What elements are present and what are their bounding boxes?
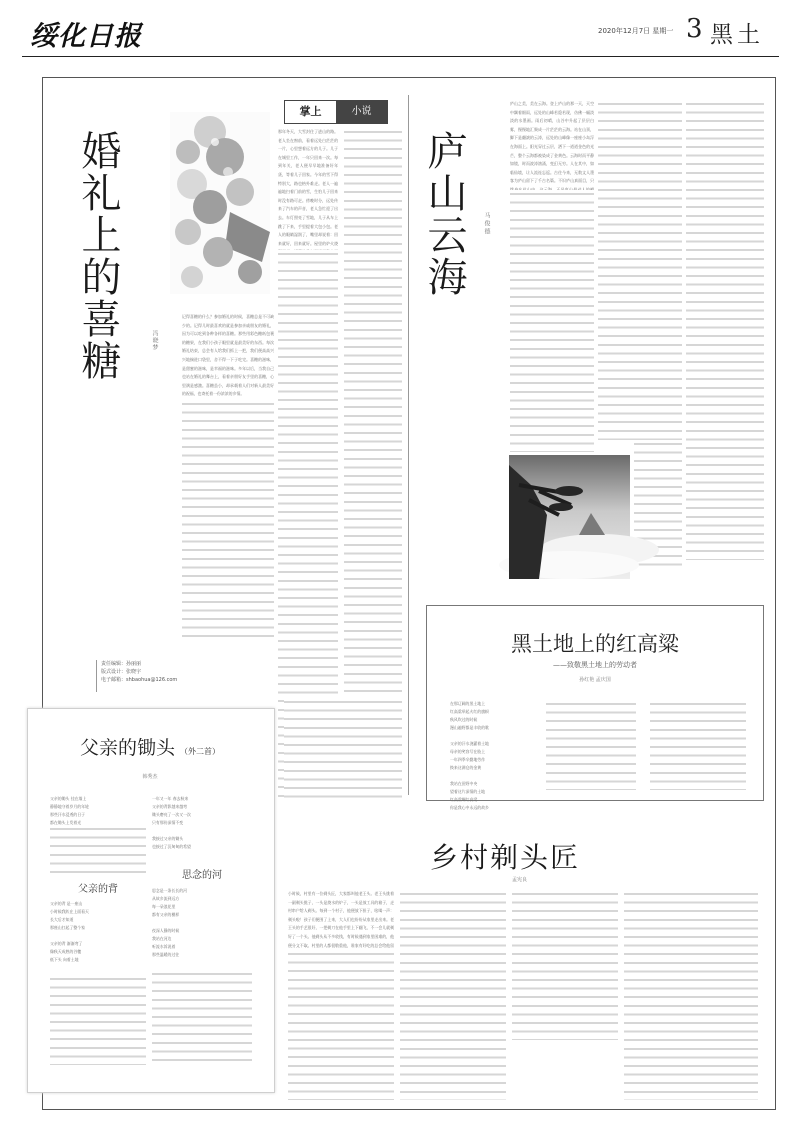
lushan-col-2 bbox=[598, 100, 682, 440]
fathers-hoe-poem-d-cont bbox=[152, 970, 252, 1065]
credit-email: 电子邮箱：shbaohua@126.com bbox=[101, 677, 178, 683]
column-badge bbox=[284, 100, 388, 124]
red-sorghum-poem-col-3 bbox=[650, 700, 746, 790]
sub-poem-title-2: 思念的河 bbox=[182, 870, 222, 881]
column-badge-right: 小说 bbox=[336, 101, 387, 123]
barber-col-1 bbox=[288, 950, 394, 1100]
fathers-hoe-poem-b: 一年又一年 春去秋来 父亲的背影越来越弯 锄头磨亮了一次又一次 只有那份深情不变 我接过父亲的锄头 也接过了沉甸甸的希望 bbox=[152, 796, 191, 849]
section-name: 黑土 bbox=[710, 22, 764, 48]
wedding-article-title: 婚礼上的喜糖 bbox=[75, 130, 121, 382]
fathers-hoe-title-suffix: （外二首） bbox=[180, 747, 221, 756]
red-sorghum-poem-col-2 bbox=[546, 700, 636, 790]
fathers-hoe-title-main: 父亲的锄头 bbox=[79, 737, 175, 759]
credit-layout: 版式设计：张晓宇 bbox=[101, 669, 142, 675]
editor-credits bbox=[96, 660, 261, 692]
column-badge-left: 掌上 bbox=[299, 105, 322, 118]
wedding-article-body: 记得喜糖的什么？参加婚礼的时候，喜糖总是不可缺少的。记得儿时最喜欢的就是参加亲戚朋友的婚礼，因为可以吃到各种各样的喜糖。那些用彩色糖纸包裹的糖果，在我们小孩子眼里就是最美好的东西。每次婚礼结束，总会有人给我们抓上一把，我们便高高兴兴地揣进口袋里，舍不得一下子吃完。喜糖的滋味，是甜蜜的滋味，是幸福的滋味。多年以后，当我自己也站在婚礼的舞台上，看着亲朋好友手里的喜糖，心里满是感激。喜糖虽小，却承载着人们对新人最美好的祝福，也寄托着一份浓浓的乡情。 bbox=[182, 314, 274, 397]
center-story-tail bbox=[284, 698, 402, 798]
lushan-article-title: 庐山云海 bbox=[421, 130, 467, 298]
village-barber-author: 孟宪良 bbox=[512, 877, 528, 883]
red-sorghum-subtitle: ——致敬黑土地上的劳动者 bbox=[553, 661, 637, 669]
wedding-article-author: 冯晓梦 bbox=[151, 330, 158, 351]
credit-editor: 责任编辑：孙丽丽 bbox=[101, 661, 142, 667]
lushan-col-1 bbox=[510, 190, 594, 452]
lushan-cloud-sea-photo bbox=[509, 455, 630, 579]
fathers-hoe-poem-a: 父亲的锄头 挂在墙上 静静地守着岁月的年轮 那些汗水浸透的日子 都在锄头上发着光 bbox=[50, 796, 89, 825]
barber-col-2 bbox=[400, 890, 506, 1100]
barber-col-3 bbox=[512, 890, 618, 1040]
center-divider bbox=[408, 95, 409, 795]
red-sorghum-authors: 孙红艳 孟庆国 bbox=[579, 677, 611, 683]
sub-poem-title-1: 父亲的背 bbox=[78, 884, 118, 895]
page-number: 3 bbox=[686, 14, 703, 44]
red-sorghum-title: 黑土地上的红高粱 bbox=[511, 632, 679, 656]
lushan-col-3 bbox=[686, 100, 764, 560]
wedding-candy-photo bbox=[170, 112, 270, 294]
fathers-hoe-poem-a-cont bbox=[50, 825, 146, 877]
masthead-rule bbox=[22, 56, 779, 57]
village-barber-title: 乡村剃头匠 bbox=[430, 841, 581, 874]
fathers-hoe-poem-d: 思念是一条长长的河 从故乡流到远方 每一朵浪花里 都有父亲的模样 夜深人静的时候 我站在河边 听流水诉说着 那些温暖的过往 bbox=[152, 888, 188, 957]
barber-col-4 bbox=[624, 890, 758, 1100]
lushan-article-body: 庐山之美，美在云海。登上庐山的那一天，天空中飘着细雨，远处的山峰若隐若现，仿佛一幅淡淡的水墨画。雨后初晴，山谷中升起了层层白雾，慢慢地汇聚成一片茫茫的云海。站在山顶，脚下是翻滚的云涛，远处的山峰像一座座小岛浮在海面上。阳光穿过云层，洒下一道道金色的光芒，整个云海都被染成了金黄色。云海时而平静如镜，时而波涛汹涌，变幻无穷。人在其中，如临仙境，让人流连忘返。古往今来，无数文人墨客为庐山留下了千古名篇。不识庐山真面目，只 bbox=[510, 101, 594, 184]
fathers-hoe-poem-c: 父亲的背 是一座山 小时候我趴在上面看天 长大后才知道 那座山扛起了整个家 父亲的背 渐渐弯了 像秋天成熟的谷穗 低下头 向着土地 bbox=[50, 901, 89, 962]
issue-date: 2020年12月7日 星期一 bbox=[598, 27, 674, 35]
fathers-hoe-title bbox=[40, 733, 260, 760]
fathers-hoe-poem-c-cont bbox=[50, 975, 146, 1065]
newspaper-masthead-title: 绥化日报 bbox=[30, 21, 142, 52]
center-story-body: 那年冬天，大雪封住了进山的路。老人坐在窗前，看着远处白茫茫的一片，心里想着远方的儿子。儿子在城里工作，一年只回来一次。每到年关，老人便早早地准备好年货，等着儿子回家。今年的雪下得特别大，路也格外难走。老人一遍遍地扫着门前的雪，生怕儿子回来时没有路可走。傍晚时分，远处传来了汽车的声音，老人急忙迎了出去。车灯照亮了雪地，儿子从车上跳了下来，手里提着大包小包。老人的眼睛湿润了，嘴里却说着：回来就好，回来就好。屋里的炉火烧 bbox=[278, 129, 338, 246]
center-story-col-2 bbox=[344, 128, 402, 796]
red-sorghum-poem: 在那辽阔的黑土地上 红高粱举起火红的旗帜 秋风吹过的时候 漫山遍野都是丰收的歌 父亲的汗水浇灌着土地 母亲的笑容写在脸上 一年四季辛勤地劳作 换来这满仓的金黄 我站在田野中央 望着这片深情的土地 红高粱啊红高粱 你是我心中永远的故乡 bbox=[450, 701, 489, 810]
village-barber-body: 小时候，村里有一位剃头匠，大家都叫他老王头。老王头挑着一副剃头挑子，一头是烧水的炉子，一头是放工具的箱子，走村串户给人剃头。每到一个村子，他便放下担子，吆喝一声：剃头啦！孩子们便围了上来，大人们也纷纷从家里走出来。老王头的手艺很好，一把剃刀在他手里上下翻飞，不一会儿就剃好了一个头。他剃头从不多收钱，有时候遇到家里困难的，他便分文不取。村里的人都很敬重他，谁家有好吃的总会给他留 bbox=[288, 891, 394, 948]
wedding-body-columns bbox=[182, 400, 274, 640]
lushan-article-author: 马俊德 bbox=[483, 212, 490, 236]
fathers-hoe-author: 韩秀杰 bbox=[142, 774, 158, 780]
